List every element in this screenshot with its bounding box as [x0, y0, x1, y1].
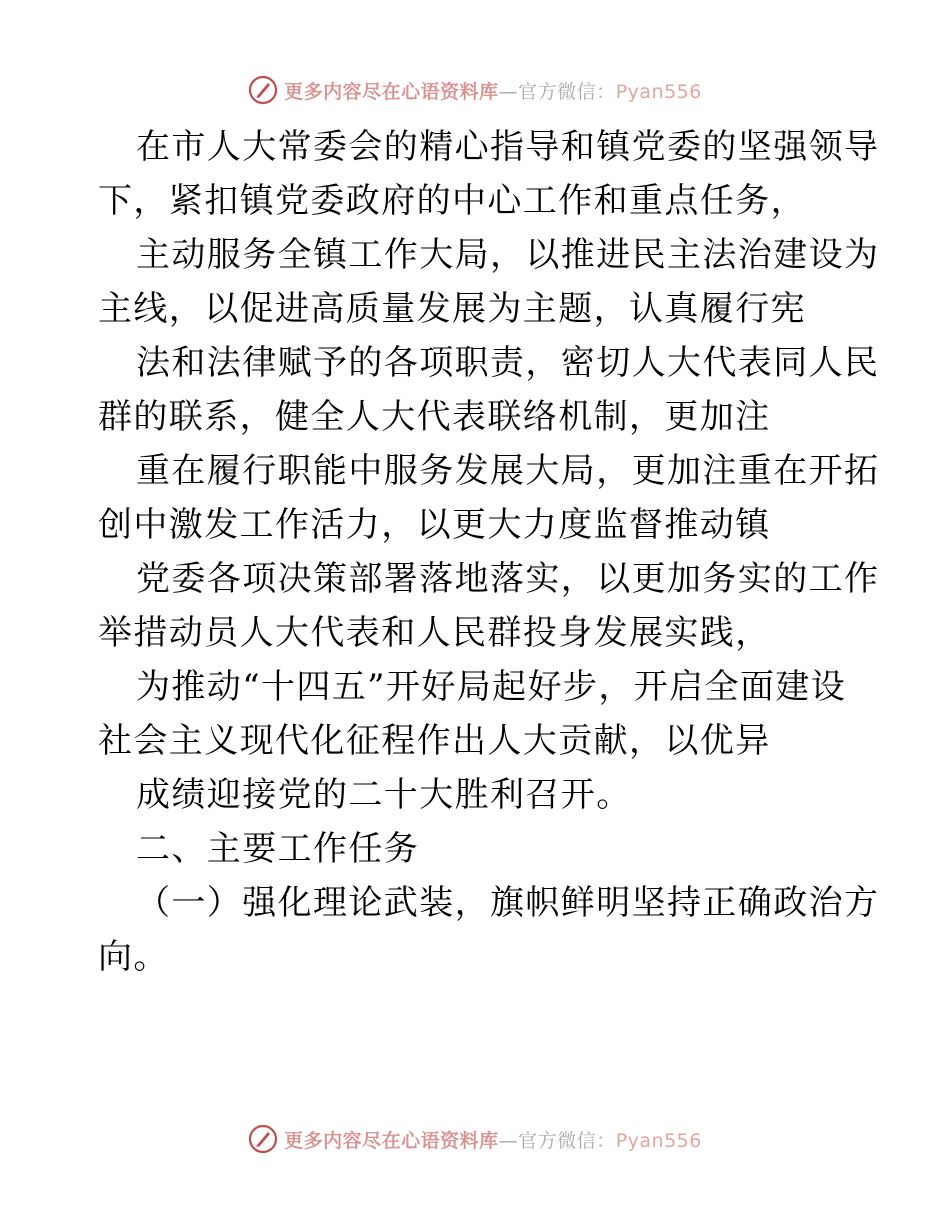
- paragraph-line: 党委各项决策部署落地落实，以更加务实的工作: [136, 559, 880, 599]
- paragraph-line: 社会主义现代化征程作出人大贡献，以优异: [98, 721, 771, 761]
- paragraph-line: 主线，以促进高质量发展为主题，认真履行宪: [98, 289, 806, 329]
- paragraph-line: 主动服务全镇工作大局，以推进民主法治建设为: [136, 235, 880, 275]
- quill-pen-icon: [248, 75, 278, 105]
- watermark-text: 更多内容尽在心语资料库—官方微信：Pyan556: [284, 1129, 702, 1152]
- subsection-heading: （一）强化理论武装，旗帜鲜明坚持正确政治方: [136, 883, 880, 923]
- paragraph-line: 举措动员人大代表和人民群投身发展实践，: [98, 613, 771, 653]
- paragraph-line: 法和法律赋予的各项职责，密切人大代表同人民: [136, 343, 880, 383]
- footer-watermark: [0, 1121, 950, 1157]
- section-heading: 二、主要工作任务: [136, 829, 420, 869]
- paragraph-line: 重在履行职能中服务发展大局，更加注重在开拓: [136, 451, 880, 491]
- watermark-text: 更多内容尽在心语资料库—官方微信：Pyan556: [284, 80, 702, 103]
- document-body: [98, 120, 880, 984]
- paragraph-line: 为推动“十四五”开好局起好步，开启全面建设: [136, 667, 847, 707]
- paragraph-line: 向。: [98, 937, 169, 977]
- paragraph-line: 下，紧扣镇党委政府的中心工作和重点任务，: [98, 181, 806, 221]
- paragraph-line: 成绩迎接党的二十大胜利召开。: [136, 775, 632, 815]
- header-watermark: [0, 72, 950, 108]
- paragraph-line: 创中激发工作活力，以更大力度监督推动镇: [98, 505, 771, 545]
- paragraph-line: 群的联系，健全人大代表联络机制，更加注: [98, 397, 771, 437]
- paragraph-line: 在市人大常委会的精心指导和镇党委的坚强领导: [136, 127, 880, 167]
- quill-pen-icon: [248, 1124, 278, 1154]
